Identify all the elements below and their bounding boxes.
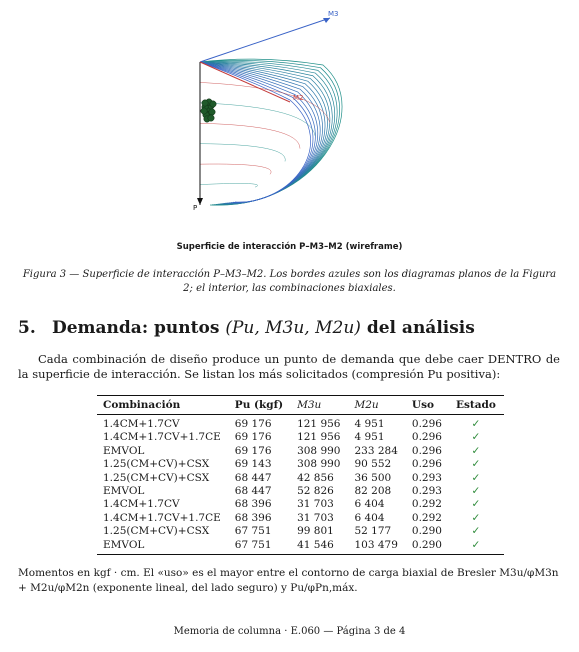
col-header-uso: Uso: [406, 396, 450, 415]
table-row: [97, 415, 504, 432]
cell-m3u: 31 703: [297, 511, 334, 524]
cell-pu: 69 176: [234, 431, 272, 444]
cell-m2u: 6 404: [354, 511, 385, 524]
m2-axis-label: M2: [293, 94, 304, 102]
cell-combinacion: 1.4CM+1.7CV+1.7CE: [103, 511, 221, 524]
cell-uso: 0.296: [411, 431, 442, 444]
col-header-m2u: M2u: [348, 396, 405, 415]
table-row: [97, 431, 504, 444]
cell-pu: 68 396: [234, 498, 272, 511]
cell-combinacion: EMVOL: [103, 444, 145, 457]
table-row: [97, 525, 504, 538]
surface-parallel-line: [200, 183, 258, 187]
col-header-pu: Pu (kgf): [229, 396, 291, 415]
m2-axis: [200, 62, 290, 102]
col-header-estado: Estado: [450, 396, 504, 415]
demand-point: [201, 108, 207, 114]
table-row: [97, 472, 504, 485]
cell-m2u: 82 208: [354, 485, 392, 498]
cell-m3u: 31 703: [297, 498, 334, 511]
demand-point-cluster: [201, 99, 216, 122]
cell-pu: 67 751: [229, 539, 291, 555]
interaction-surface-figure: [140, 0, 440, 232]
cell-estado: ✓: [471, 458, 481, 471]
cell-m3u: 121 956: [297, 431, 341, 444]
cell-estado: ✓: [471, 418, 481, 430]
intro-paragraph: Cada combinación de diseño produce un punto de demanda que debe caer DENTRO de la superficie de interacción. Se listan los más solicitados (compresión Pu positiva):: [18, 352, 560, 381]
section-title-suffix: del análisis: [360, 318, 475, 338]
p-axis-label: P: [193, 204, 198, 212]
cell-uso: 0.290: [411, 525, 442, 538]
cell-combinacion: 1.4CM+1.7CV: [103, 498, 180, 511]
cell-estado: ✓: [471, 485, 481, 498]
demand-point: [208, 115, 214, 121]
cell-m3u: 308 990: [297, 458, 341, 471]
m3-axis: [200, 18, 330, 62]
cell-estado: ✓: [471, 431, 481, 444]
m3-axis-label: M3: [328, 10, 339, 18]
cell-m2u: 103 479: [348, 539, 405, 555]
cell-uso: 0.292: [411, 511, 442, 524]
cell-uso: 0.290: [406, 539, 450, 555]
cell-m2u: 36 500: [354, 471, 392, 484]
cell-estado: ✓: [471, 498, 481, 511]
section-number: 5.: [18, 318, 36, 338]
cell-estado: ✓: [471, 525, 481, 538]
cell-estado: ✓: [471, 471, 481, 484]
table-row: [97, 498, 504, 511]
cell-m2u: 52 177: [354, 525, 392, 538]
cell-combinacion: 1.4CM+1.7CV+1.7CE: [103, 431, 221, 444]
table-row: [97, 512, 504, 525]
cell-uso: 0.296: [411, 418, 442, 430]
cell-pu: 67 751: [234, 525, 272, 538]
cell-pu: 69 176: [234, 418, 272, 430]
cell-m2u: 6 404: [354, 498, 385, 511]
cell-m3u: 99 801: [297, 525, 334, 538]
interaction-surface-plot: [140, 0, 440, 232]
cell-combinacion: EMVOL: [97, 539, 229, 555]
cell-combinacion: 1.4CM+1.7CV: [103, 418, 180, 430]
p-axis-arrowhead: [197, 198, 203, 205]
cell-m3u: 52 826: [297, 485, 334, 498]
cell-combinacion: 1.25(CM+CV)+CSX: [103, 525, 210, 538]
cell-m3u: 42 856: [297, 471, 334, 484]
footnote-paragraph: Momentos en kgf · cm. El «uso» es el mayor entre el contorno de carga biaxial de Bresler M3u/φM3n + M2u/φM2n (exponente lineal, del lado seguro) y Pu/φPn,máx.: [18, 567, 559, 594]
cell-m3u: 41 546: [291, 539, 348, 555]
table-row: [97, 485, 504, 498]
surface-parallel-line: [200, 144, 285, 162]
cell-estado: ✓: [450, 539, 504, 555]
surface-meridian-line: [200, 62, 315, 203]
cell-estado: ✓: [471, 511, 481, 524]
demand-point: [210, 101, 216, 107]
col-header-m3u: M3u: [291, 396, 348, 415]
table-header-row: [97, 396, 504, 415]
cell-pu: 69 143: [234, 458, 272, 471]
cell-pu: 68 447: [234, 485, 272, 498]
surface-parallel-line: [200, 123, 300, 148]
cell-m3u: 121 956: [297, 418, 341, 430]
cell-uso: 0.296: [411, 458, 442, 471]
cell-m2u: 90 552: [354, 458, 392, 471]
cell-pu: 68 396: [234, 511, 272, 524]
table-row: [97, 539, 504, 555]
col-header-combinacion: Combinación: [97, 396, 229, 415]
cell-uso: 0.293: [411, 471, 442, 484]
table-body: [97, 415, 504, 555]
demand-point: [202, 100, 208, 106]
section-heading: [18, 318, 475, 338]
cell-m3u: 308 990: [297, 444, 341, 457]
surface-meridian-line: [200, 62, 325, 204]
cell-m2u: 233 284: [354, 444, 398, 457]
cell-m2u: 4 951: [354, 431, 385, 444]
surface-mesh: [200, 59, 342, 205]
surface-meridian-line: [200, 61, 337, 204]
cell-estado: ✓: [471, 444, 481, 457]
figure-caption: Figura 3 — Superficie de interacción P–M3–M2. Los bordes azules son los diagramas planos de la Figura 2; el interior, las combinaciones biaxiales.: [22, 269, 557, 294]
cell-uso: 0.292: [411, 498, 442, 511]
table-row: [97, 445, 504, 458]
cell-combinacion: 1.25(CM+CV)+CSX: [103, 458, 210, 471]
cell-pu: 69 176: [234, 444, 272, 457]
demand-point: [209, 109, 215, 115]
cell-combinacion: EMVOL: [103, 485, 145, 498]
section-title-math: (Pu, M3u, M2u): [225, 318, 361, 338]
page-footer: Memoria de columna · E.060 — Página 3 de 4: [173, 626, 406, 637]
surface-meridian-line: [200, 59, 342, 205]
demand-table: [97, 395, 504, 555]
cell-uso: 0.293: [411, 485, 442, 498]
figure-subcaption: Superficie de interacción P–M3–M2 (wireframe): [176, 242, 403, 252]
table-row: [97, 458, 504, 471]
surface-meridian-line: [200, 62, 327, 204]
section-title-prefix: Demanda: puntos: [52, 318, 226, 338]
surface-parallel-line: [200, 164, 271, 174]
cell-m2u: 4 951: [354, 418, 385, 430]
cell-uso: 0.296: [411, 444, 442, 457]
cell-pu: 68 447: [234, 471, 272, 484]
cell-combinacion: 1.25(CM+CV)+CSX: [103, 471, 210, 484]
